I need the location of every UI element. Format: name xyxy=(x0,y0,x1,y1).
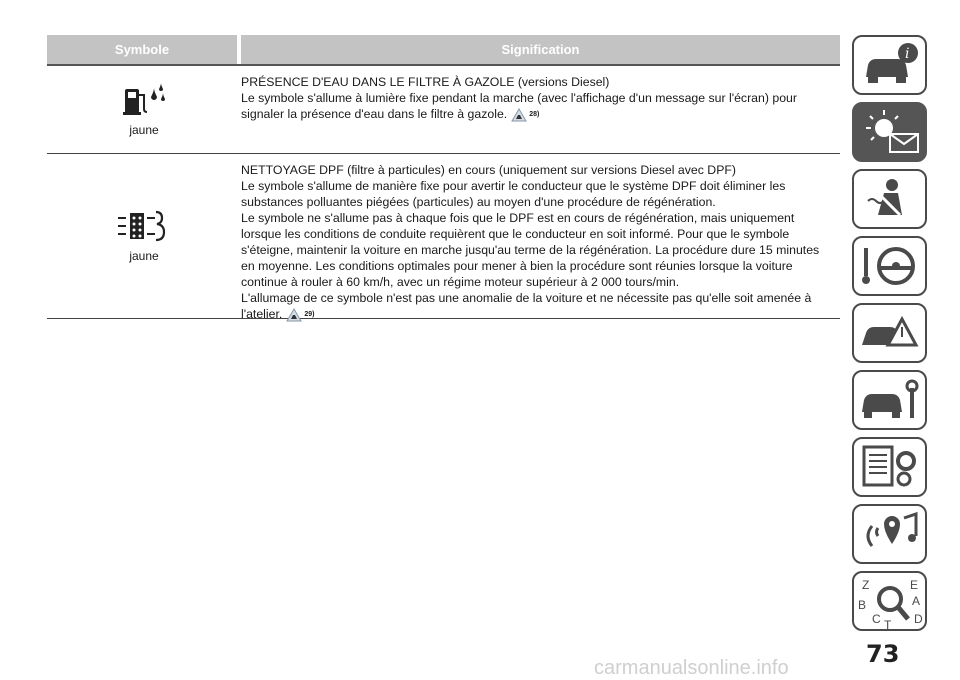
row-line: continue à rouler à 60 km/h, avec un régime moteur supérieur à 2 000 tours/min. xyxy=(241,275,680,289)
technical-data-icon xyxy=(854,439,925,495)
row-line: lorsque les conditions de conduite requièrent que le conducteur en soit informé. Pour que le symbole xyxy=(241,227,790,241)
svg-text:C: C xyxy=(872,612,881,626)
symbol-color-label: jaune xyxy=(129,249,159,263)
warning-note-icon xyxy=(286,308,302,322)
svg-text:D: D xyxy=(914,612,923,626)
svg-text:Z: Z xyxy=(862,578,870,592)
svg-text:A: A xyxy=(912,594,921,608)
maintenance-icon xyxy=(854,372,925,428)
tab-starting-driving[interactable] xyxy=(852,236,927,296)
symbol-cell xyxy=(47,66,241,153)
row-line-text: l'atelier. xyxy=(241,307,283,321)
table-header xyxy=(47,35,840,66)
row-title: PRÉSENCE D'EAU DANS LE FILTRE À GAZOLE (versions Diesel) xyxy=(241,75,610,89)
row-line xyxy=(241,106,840,123)
note-reference[interactable]: 28) xyxy=(529,110,540,118)
symbol-cell xyxy=(47,154,241,318)
table-row xyxy=(47,154,840,319)
warning-lights-icon xyxy=(854,104,925,160)
watermark: carmanualsonline.info xyxy=(594,657,789,679)
header-meaning: Signification xyxy=(501,42,580,57)
tab-index[interactable] xyxy=(852,571,927,631)
svg-text:E: E xyxy=(910,578,919,592)
tab-safety[interactable] xyxy=(852,169,927,229)
row-line: Le symbole ne s'allume pas à chaque fois que le DPF est en cours de régénération, mais uniquement xyxy=(241,211,795,225)
tab-technical-data[interactable] xyxy=(852,437,927,497)
page-number: 73 xyxy=(866,640,900,668)
meaning-cell xyxy=(241,66,840,153)
index-icon xyxy=(854,573,925,629)
tab-emergency[interactable] xyxy=(852,303,927,363)
table-row xyxy=(47,66,840,154)
svg-text:i: i xyxy=(905,46,910,62)
tab-warning-lights[interactable] xyxy=(852,102,927,162)
row-line: s'éteigne, maintenir la voiture en marche jusqu'au terme de la régénération. La procédure dure 15 minutes xyxy=(241,243,820,257)
tab-maintenance[interactable] xyxy=(852,370,927,430)
row-line: en moyenne. Les conditions optimales pour mener à bien la procédure sont réunies lorsque la voiture xyxy=(241,259,793,273)
svg-text:B: B xyxy=(858,598,867,612)
row-title: NETTOYAGE DPF (filtre à particules) en cours (uniquement sur versions Diesel avec DPF) xyxy=(241,163,736,177)
symbols-table xyxy=(47,35,840,319)
tab-car-info[interactable] xyxy=(852,35,927,95)
meaning-cell xyxy=(241,154,840,321)
warning-note-icon xyxy=(511,108,527,122)
tab-multimedia[interactable] xyxy=(852,504,927,564)
car-info-icon xyxy=(854,37,925,93)
dpf-icon xyxy=(116,209,172,243)
multimedia-icon xyxy=(854,506,925,562)
steering-icon xyxy=(854,238,925,294)
header-symbol: Symbole xyxy=(47,35,241,64)
row-line-text: signaler la présence d'eau dans le filtre à gazole. xyxy=(241,107,508,121)
symbol-color-label: jaune xyxy=(129,122,159,137)
emergency-icon xyxy=(854,305,925,361)
row-line xyxy=(241,306,840,323)
row-line: Le symbole s'allume de manière fixe pour avertir le conducteur que le système DPF doit éliminer les xyxy=(241,179,786,193)
note-reference[interactable]: 29) xyxy=(304,310,315,318)
row-line: L'allumage de ce symbole n'est pas une anomalie de la voiture et ne nécessite pas qu'elle soit amenée à xyxy=(241,291,812,305)
row-line: Le symbole s'allume à lumière fixe pendant la marche (avec l'affichage d'un message sur l'écran) pour xyxy=(241,91,797,105)
safety-icon xyxy=(854,171,925,227)
water-in-fuel-icon xyxy=(121,83,167,117)
row-line: substances polluantes piégées (particules) au moyen d'une procédure de régénération. xyxy=(241,195,716,209)
svg-text:T: T xyxy=(884,618,892,629)
